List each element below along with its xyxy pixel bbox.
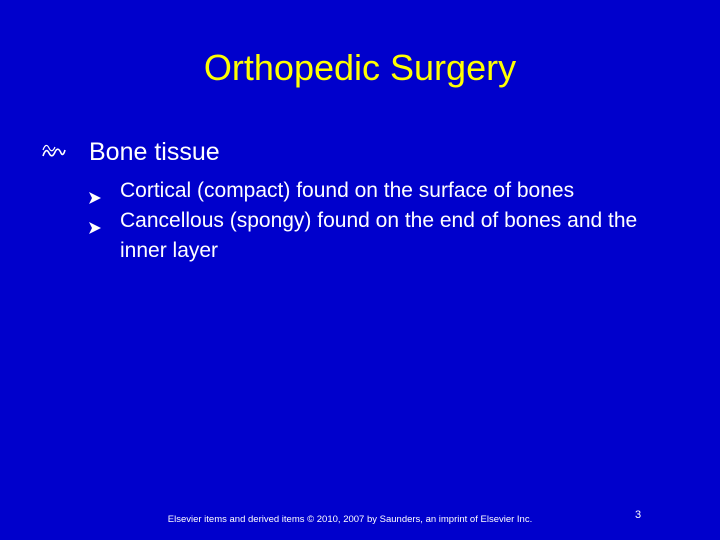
copyright-footer: Elsevier items and derived items © 2010, 2007 by Saunders, an imprint of Elsevier Inc.: [167, 514, 533, 525]
subbullet-cortical: [88, 176, 688, 206]
subbullet-list: [88, 176, 688, 266]
subbullet-text: Cortical (compact) found on the surface of bones: [120, 179, 575, 202]
slide-title: Orthopedic Surgery: [203, 47, 517, 88]
bullet-text: Bone tissue: [89, 138, 220, 166]
subbullet-text: Cancellous (spongy) found on the end of bones and the inner layer: [120, 209, 638, 262]
page-number: 3: [634, 509, 642, 521]
wave-bullet-icon: [42, 144, 66, 160]
arrow-bullet-icon: [88, 184, 102, 198]
subbullet-cancellous: [88, 206, 688, 266]
bullet-bone-tissue: [42, 134, 682, 170]
arrow-bullet-icon: [88, 214, 102, 228]
